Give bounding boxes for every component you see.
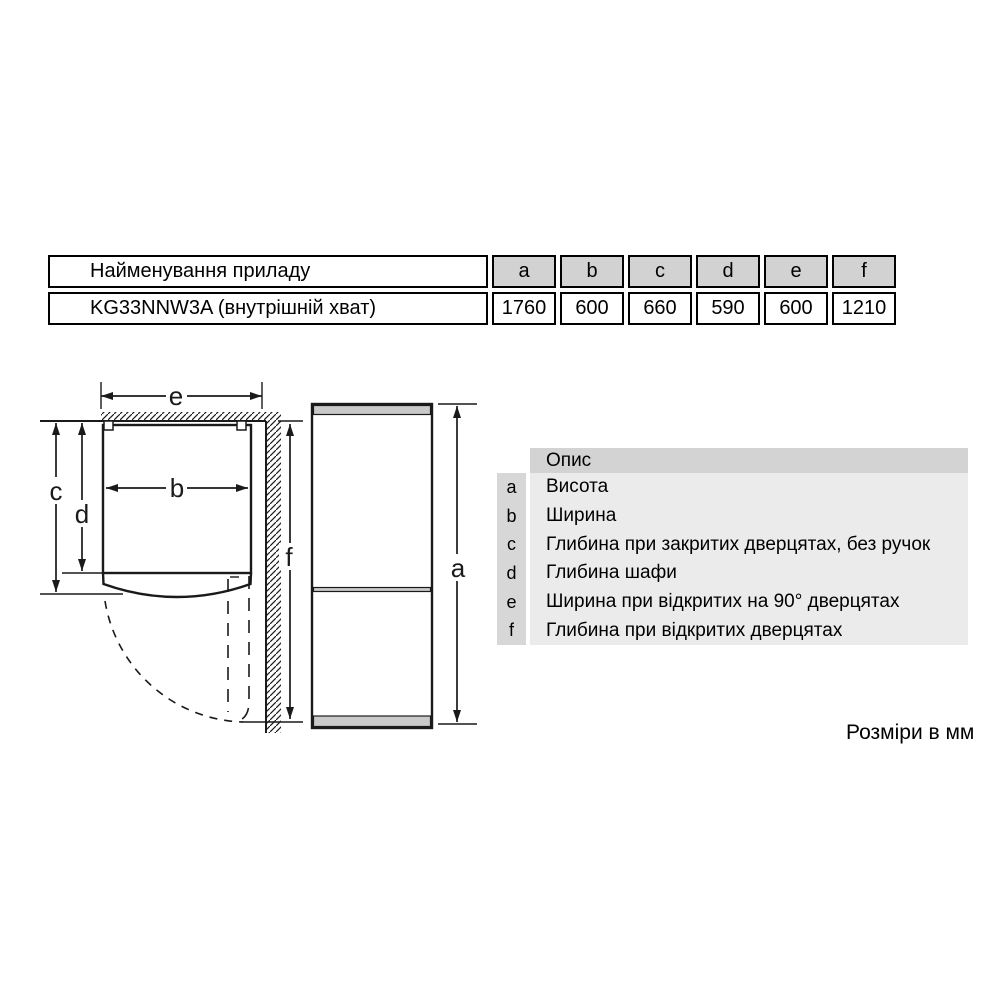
spec-table [44, 251, 900, 329]
fridge-front-body [312, 404, 432, 728]
legend-label-f: Глибина при відкритих дверцятах [530, 616, 968, 645]
legend-key-c: c [497, 530, 526, 559]
fridge-bottom-plinth [314, 716, 431, 727]
spec-table-header-b: b [560, 255, 624, 288]
top-view-drawing [40, 382, 303, 733]
legend-header-spacer [497, 448, 526, 473]
dim-label-d: d [74, 499, 90, 529]
spec-table-header-f: f [832, 255, 896, 288]
door-open-outer-edge [240, 576, 249, 720]
spec-table-product-row [48, 292, 896, 325]
legend-header-row [497, 448, 968, 473]
spec-table-header-row [48, 255, 896, 288]
legend-label-b: Ширина [530, 502, 968, 531]
spec-table-header-c: c [628, 255, 692, 288]
legend-title: Опис [530, 448, 968, 473]
hinge-right [237, 421, 246, 430]
legend-row-c [497, 530, 968, 559]
wall-top-hatch [101, 412, 266, 421]
spec-table-header-e: e [764, 255, 828, 288]
dim-label-b: b [169, 473, 185, 503]
dim-label-f: f [285, 542, 293, 572]
dim-label-a: a [450, 553, 466, 583]
door-swing-arc [105, 601, 243, 722]
legend-key-a: a [497, 473, 526, 502]
legend-row-b [497, 502, 968, 531]
legend-label-c: Глибина при закритих дверцятах, без ручок [530, 530, 968, 559]
legend-row-a [497, 473, 968, 502]
legend-label-d: Глибина шафи [530, 559, 968, 588]
dim-label-c: c [49, 476, 63, 506]
product-value-b: 600 [560, 292, 624, 325]
legend-row-d [497, 559, 968, 588]
legend-key-d: d [497, 559, 526, 588]
legend-key-b: b [497, 502, 526, 531]
spec-table-header-a: a [492, 255, 556, 288]
dim-label-e: e [168, 381, 184, 411]
wall-right-hatch [266, 412, 281, 733]
product-name-cell: KG33NNW3A (внутрішній хват) [48, 292, 488, 325]
legend-row-f [497, 616, 968, 645]
product-value-e: 600 [764, 292, 828, 325]
hinge-left [104, 421, 113, 430]
product-value-f: 1210 [832, 292, 896, 325]
fridge-mid-divider [314, 588, 431, 592]
product-value-d: 590 [696, 292, 760, 325]
spec-table-name-header: Найменування приладу [48, 255, 488, 288]
legend-row-e [497, 588, 968, 617]
units-note: Розміри в мм [846, 721, 975, 744]
legend [497, 448, 968, 645]
product-value-c: 660 [628, 292, 692, 325]
product-value-a: 1760 [492, 292, 556, 325]
fridge-top-band [314, 406, 431, 415]
legend-label-a: Висота [530, 473, 968, 502]
spec-table-header-d: d [696, 255, 760, 288]
legend-key-f: f [497, 616, 526, 645]
dimension-diagram [30, 372, 480, 747]
legend-label-e: Ширина при відкритих на 90° дверцятах [530, 588, 968, 617]
legend-key-e: e [497, 588, 526, 617]
